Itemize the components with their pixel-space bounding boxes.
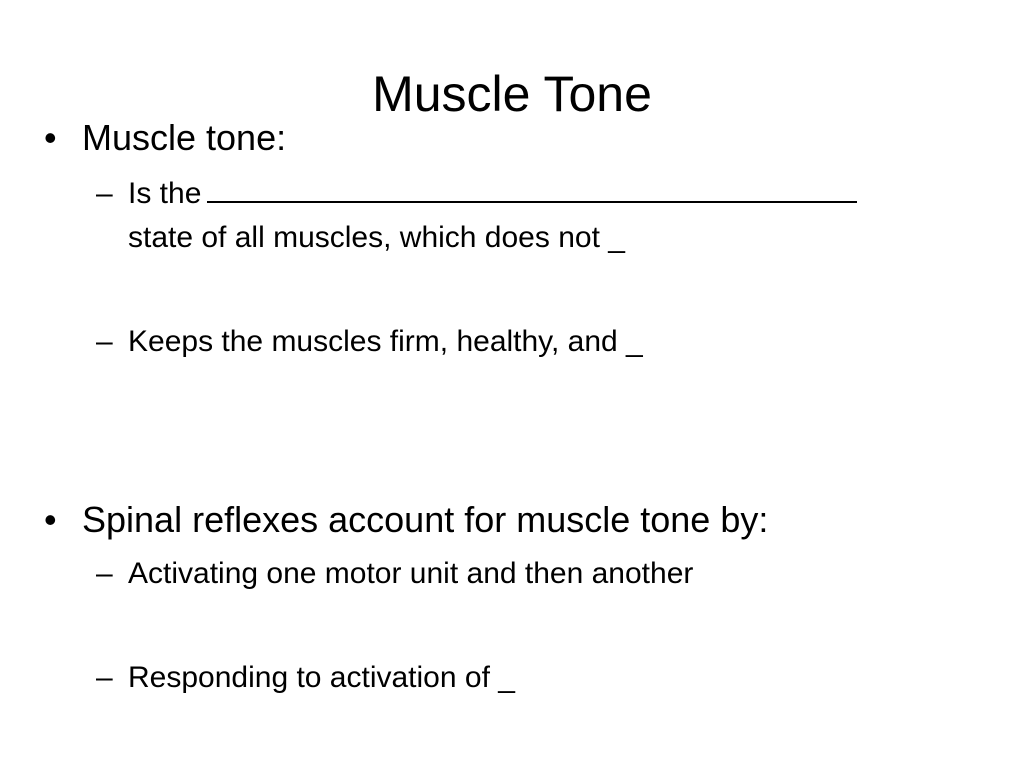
bullet-text: Muscle tone:	[82, 117, 287, 158]
bullet-text: Spinal reflexes account for muscle tone by:	[82, 499, 769, 540]
slide-title: Muscle Tone	[372, 66, 652, 122]
sub-bullet-marker: –	[96, 661, 113, 694]
sub-bullet-text: Keeps the muscles firm, healthy, and _	[128, 325, 643, 358]
sub-bullet-prefix: Is the	[128, 177, 202, 210]
sub-bullet-text: Activating one motor unit and then another	[128, 557, 694, 590]
sub-bullet-marker: –	[96, 177, 113, 210]
sub-bullet-continuation: state of all muscles, which does not _	[128, 221, 625, 254]
bullet-marker: •	[44, 499, 57, 540]
sub-bullet-marker: –	[96, 557, 113, 590]
fill-in-blank-line	[207, 177, 857, 203]
sub-bullet-text-line	[128, 172, 857, 216]
sub-bullet-text: Responding to activation of _	[128, 661, 515, 694]
bullet-marker: •	[44, 117, 57, 158]
sub-bullet-marker: –	[96, 325, 113, 358]
